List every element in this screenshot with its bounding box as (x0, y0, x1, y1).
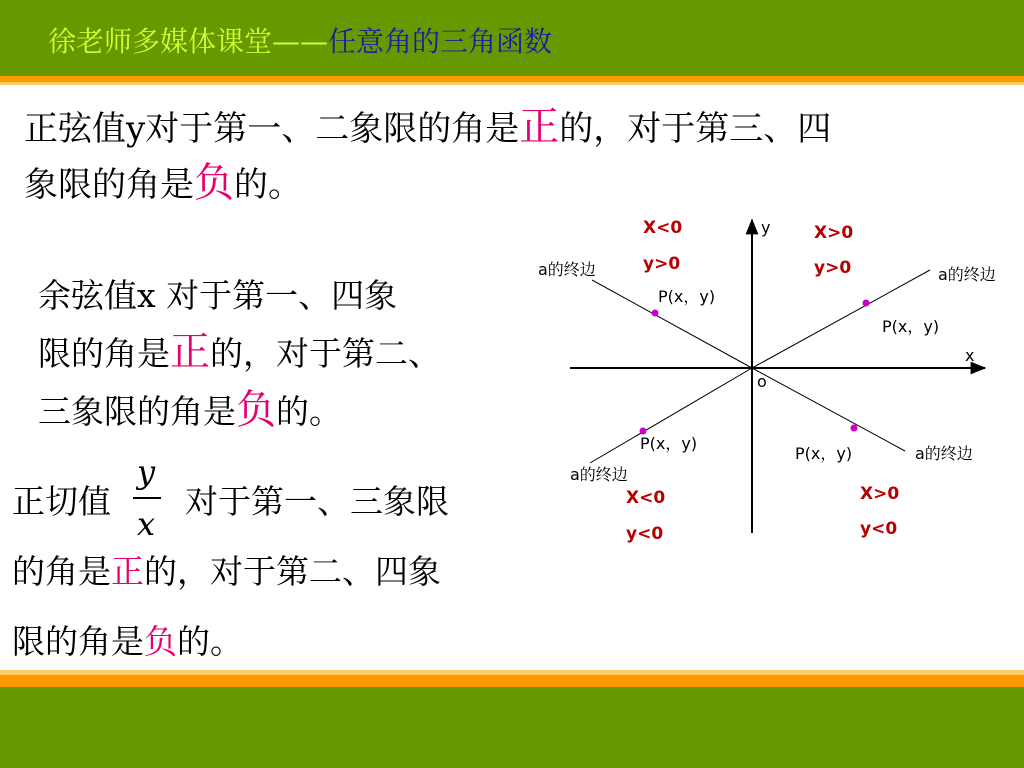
point-q1 (863, 300, 870, 307)
q4-sign-y: y<0 (860, 519, 898, 539)
fraction-denominator: x (137, 505, 156, 543)
tangent-negative: 负 (144, 622, 177, 661)
tangent-text-2a: 的角是 (12, 552, 111, 591)
tangent-text-2b: 的，对于第二、四象 (144, 552, 441, 591)
cosine-text-2b: 的，对于第二、 (210, 334, 441, 373)
sine-text-1b: 的，对于第三、四 (559, 109, 832, 149)
tangent-text-1b: 对于第一、三象限 (185, 482, 449, 521)
footer-bar (0, 687, 1024, 768)
point-label-q1: P(x，y) (882, 317, 940, 336)
terminal-label-q3: a的终边 (570, 465, 628, 484)
sine-negative: 负 (194, 160, 234, 206)
q4-sign-x: X>0 (860, 484, 900, 504)
cosine-text-2a: 限的角是 (38, 334, 170, 373)
q1-sign-y: y>0 (814, 258, 852, 278)
cosine-text-1: 余弦值x 对于第一、四象 (38, 276, 398, 315)
terminal-side-q4 (752, 368, 905, 451)
cosine-positive: 正 (170, 329, 210, 375)
fraction-numerator: y (137, 453, 156, 491)
sine-positive: 正 (519, 104, 560, 150)
point-q4 (851, 425, 858, 432)
terminal-label-q1: a的终边 (938, 265, 996, 284)
sine-text-2a: 象限的角是 (24, 165, 194, 205)
q1-sign-x: X>0 (814, 223, 854, 243)
terminal-label-q4: a的终边 (915, 444, 973, 463)
q2-sign-x: X<0 (643, 218, 683, 238)
point-label-q4: P(x，y) (795, 444, 853, 463)
tangent-text-3a: 限的角是 (12, 622, 144, 661)
tangent-text-3b: 的。 (177, 622, 243, 661)
y-axis-label: y (761, 218, 771, 237)
title-part1: 徐老师多媒体课堂—— (48, 25, 329, 58)
cosine-negative: 负 (236, 387, 276, 433)
point-label-q2: P(x，y) (658, 287, 716, 306)
q3-sign-y: y<0 (626, 524, 664, 544)
x-axis-label: x (965, 346, 975, 365)
tangent-text-1a: 正切值 (12, 482, 111, 521)
cosine-text-3b: 的。 (276, 392, 342, 431)
terminal-label-q2: a的终边 (538, 260, 596, 279)
title-part2: 任意角的三角函数 (328, 25, 553, 58)
q3-sign-x: X<0 (626, 488, 666, 508)
origin-label: o (757, 372, 767, 391)
sine-text-2b: 的。 (234, 165, 302, 205)
footer-stripe (0, 675, 1024, 687)
point-q2 (652, 310, 659, 317)
tangent-positive: 正 (111, 552, 144, 591)
sine-text-1a: 正弦值y对于第一、二象限的角是 (24, 109, 520, 149)
cosine-text-3a: 三象限的角是 (38, 392, 236, 431)
q2-sign-y: y>0 (643, 254, 681, 274)
point-label-q3: P(x，y) (640, 434, 698, 453)
